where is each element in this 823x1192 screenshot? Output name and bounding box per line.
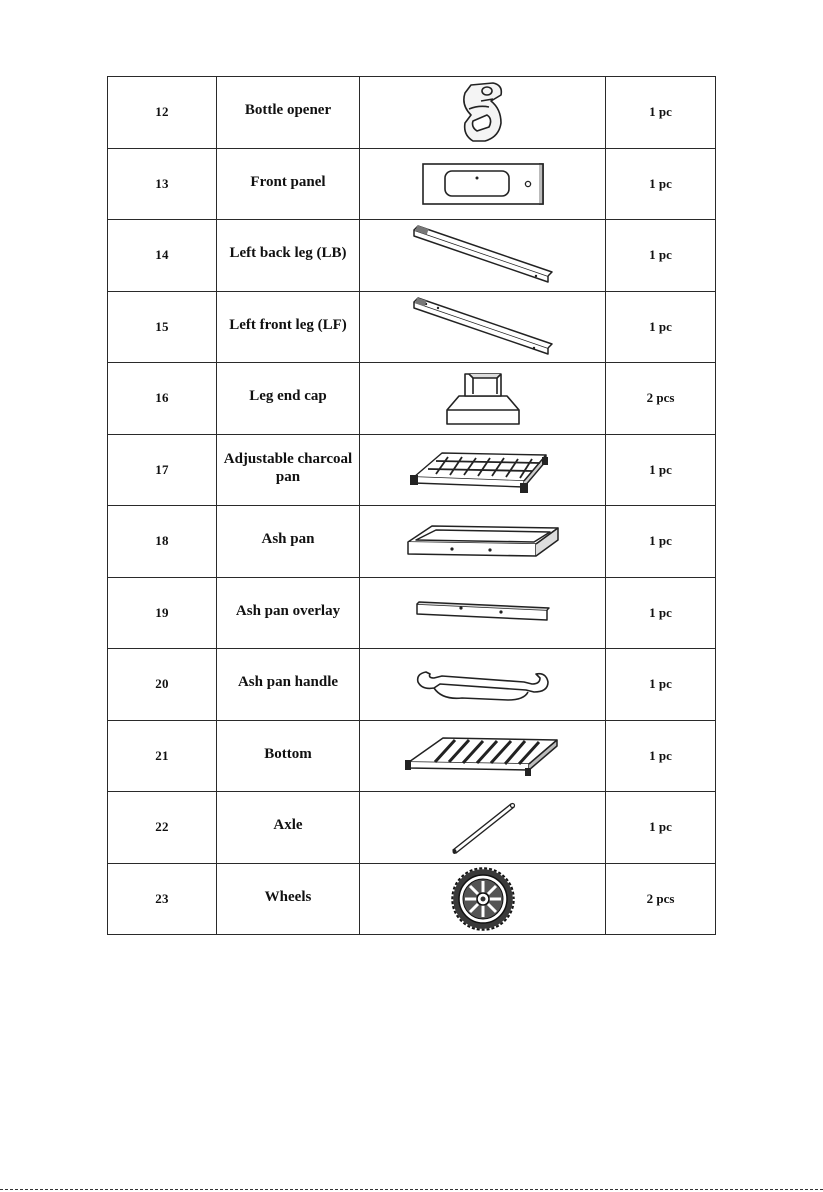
part-number-cell	[108, 863, 217, 935]
part-illustration-cell	[360, 363, 606, 435]
page-bottom-border	[0, 1189, 823, 1190]
quantity-cell	[606, 220, 716, 292]
part-name-cell	[217, 792, 360, 864]
part-name-cell	[217, 649, 360, 721]
part-name-cell	[217, 506, 360, 578]
part-name-cell	[217, 434, 360, 506]
part-illustration-cell	[360, 220, 606, 292]
part-number: 17	[155, 461, 169, 477]
quantity-cell	[606, 863, 716, 935]
part-number: 18	[155, 533, 169, 549]
part-name: Bottom	[264, 745, 312, 762]
quantity: 1 pc	[649, 676, 672, 692]
part-number-cell	[108, 649, 217, 721]
table-row	[108, 792, 716, 864]
part-number: 14	[155, 247, 169, 263]
table-row	[108, 77, 716, 149]
ash-pan-overlay-icon	[413, 598, 553, 628]
part-number: 12	[155, 104, 169, 120]
quantity: 1 pc	[649, 604, 672, 620]
part-number: 22	[155, 819, 169, 835]
table-row	[108, 649, 716, 721]
part-number-cell	[108, 506, 217, 578]
part-name: Adjustable charcoal pan	[223, 450, 353, 485]
part-name: Left front leg (LF)	[229, 316, 347, 333]
part-illustration-cell	[360, 291, 606, 363]
part-number-cell	[108, 291, 217, 363]
part-name-cell	[217, 291, 360, 363]
wheel-icon	[449, 865, 517, 933]
part-name-cell	[217, 363, 360, 435]
table-row	[108, 577, 716, 649]
part-name-cell	[217, 77, 360, 149]
quantity: 2 pcs	[646, 890, 675, 906]
table-row	[108, 434, 716, 506]
quantity-cell	[606, 363, 716, 435]
part-illustration-cell	[360, 649, 606, 721]
part-name-cell	[217, 720, 360, 792]
part-name: Ash pan overlay	[235, 602, 341, 619]
part-name-cell	[217, 863, 360, 935]
table-row	[108, 863, 716, 935]
part-name: Left back leg (LB)	[229, 245, 347, 262]
part-number: 23	[155, 890, 169, 906]
part-number: 19	[155, 604, 169, 620]
part-name: Ash pan handle	[237, 674, 339, 691]
front-panel-icon	[417, 158, 549, 210]
quantity-cell	[606, 77, 716, 149]
part-name: Leg end cap	[249, 388, 327, 405]
part-number-cell	[108, 792, 217, 864]
quantity: 1 pc	[649, 819, 672, 835]
quantity: 1 pc	[649, 461, 672, 477]
table-row	[108, 291, 716, 363]
quantity: 1 pc	[649, 533, 672, 549]
quantity: 2 pcs	[646, 390, 675, 406]
part-number-cell	[108, 77, 217, 149]
quantity-cell	[606, 792, 716, 864]
bottom-shelf-icon	[403, 732, 563, 780]
leg-end-cap-icon	[441, 366, 525, 430]
part-number: 21	[155, 747, 169, 763]
quantity: 1 pc	[649, 175, 672, 191]
axle-icon	[443, 798, 523, 856]
parts-list-table	[107, 76, 716, 935]
part-number-cell	[108, 220, 217, 292]
part-name-cell	[217, 148, 360, 220]
part-illustration-cell	[360, 792, 606, 864]
table-row	[108, 148, 716, 220]
part-name-cell	[217, 220, 360, 292]
quantity: 1 pc	[649, 104, 672, 120]
table-row	[108, 363, 716, 435]
bottle-opener-icon	[443, 79, 523, 145]
part-number-cell	[108, 720, 217, 792]
part-number: 15	[155, 318, 169, 334]
part-name-cell	[217, 577, 360, 649]
quantity: 1 pc	[649, 318, 672, 334]
part-illustration-cell	[360, 720, 606, 792]
quantity-cell	[606, 577, 716, 649]
part-name: Ash pan	[261, 531, 315, 548]
part-illustration-cell	[360, 577, 606, 649]
part-illustration-cell	[360, 148, 606, 220]
quantity-cell	[606, 291, 716, 363]
part-number-cell	[108, 577, 217, 649]
part-number-cell	[108, 363, 217, 435]
charcoal-pan-icon	[406, 445, 560, 495]
quantity-cell	[606, 148, 716, 220]
left-front-leg-icon	[408, 294, 558, 360]
left-back-leg-icon	[408, 222, 558, 288]
part-number: 13	[155, 175, 169, 191]
ash-pan-icon	[402, 518, 564, 564]
part-number: 16	[155, 390, 169, 406]
ash-pan-handle-icon	[412, 664, 554, 704]
part-name: Front panel	[250, 173, 326, 190]
quantity-cell	[606, 649, 716, 721]
table-row	[108, 720, 716, 792]
quantity: 1 pc	[649, 747, 672, 763]
part-number-cell	[108, 148, 217, 220]
part-name: Axle	[273, 817, 303, 834]
part-number: 20	[155, 676, 169, 692]
part-illustration-cell	[360, 434, 606, 506]
part-name: Wheels	[264, 888, 312, 905]
part-illustration-cell	[360, 77, 606, 149]
quantity-cell	[606, 506, 716, 578]
table-row	[108, 506, 716, 578]
part-name: Bottle opener	[244, 102, 332, 119]
part-illustration-cell	[360, 863, 606, 935]
quantity-cell	[606, 720, 716, 792]
part-number-cell	[108, 434, 217, 506]
quantity: 1 pc	[649, 247, 672, 263]
part-illustration-cell	[360, 506, 606, 578]
quantity-cell	[606, 434, 716, 506]
table-row	[108, 220, 716, 292]
